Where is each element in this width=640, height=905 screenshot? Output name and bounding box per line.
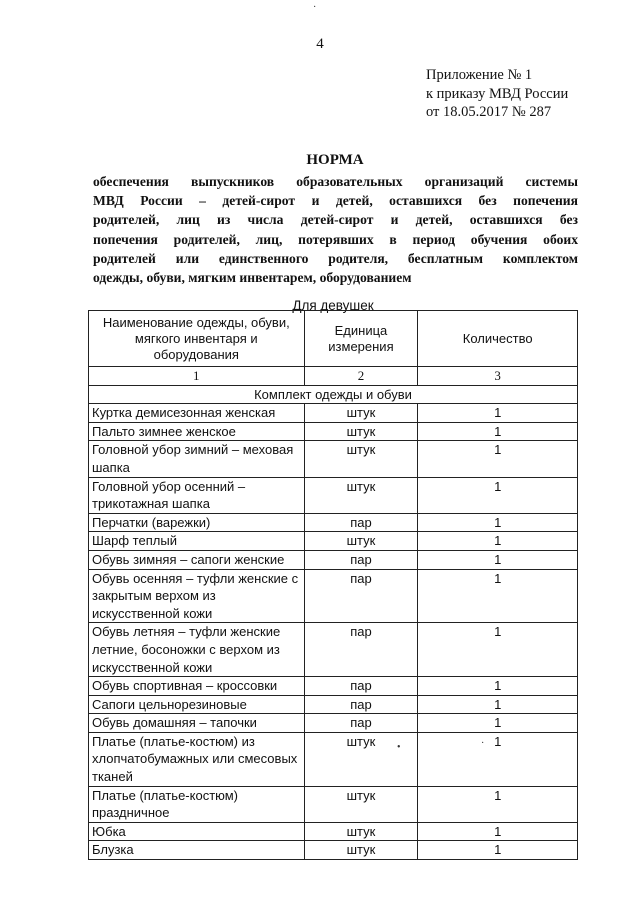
appendix-line-1: Приложение № 1 <box>426 67 533 83</box>
subtitle-line: МВД России – детей-сирот и детей, оставшихся без попечения <box>93 193 578 209</box>
item-unit: пар <box>304 513 418 532</box>
table-row <box>89 404 578 423</box>
header-item-name: Наименование одежды, обуви, мягкого инвентаря и оборудования <box>89 311 305 367</box>
table-row <box>89 714 578 733</box>
item-unit: штук <box>304 822 418 841</box>
item-quantity: 1 <box>418 513 578 532</box>
scan-speck: · <box>481 738 485 749</box>
item-quantity: 1 <box>418 732 578 786</box>
item-quantity: 1 <box>418 422 578 441</box>
table-row <box>89 786 578 822</box>
scan-speck: • <box>397 742 401 753</box>
item-quantity: 1 <box>418 822 578 841</box>
item-unit: штук <box>304 441 418 477</box>
subtitle-line: обеспечения выпускников образовательных организаций системы <box>93 174 578 189</box>
section-caption-girls: Для девушек <box>292 298 374 313</box>
item-name: Блузка <box>89 841 305 860</box>
item-unit: пар <box>304 550 418 569</box>
item-unit: пар <box>304 569 418 623</box>
item-quantity: 1 <box>418 441 578 477</box>
item-quantity: 1 <box>418 841 578 860</box>
item-name: Платье (платье-костюм) праздничное <box>89 786 305 822</box>
table-row <box>89 569 578 623</box>
table-row <box>89 841 578 860</box>
item-name: Платье (платье-костюм) из хлопчатобумажных или смесовых тканей <box>89 732 305 786</box>
item-unit: пар <box>304 623 418 677</box>
subtitle-line: одежды, обуви, мягким инвентарем, оборудованием <box>93 270 412 286</box>
table-row <box>89 477 578 513</box>
item-name: Юбка <box>89 822 305 841</box>
item-name: Обувь спортивная – кроссовки <box>89 677 305 696</box>
appendix-line-3: от 18.05.2017 № 287 <box>426 104 552 120</box>
appendix-line-2: к приказу МВД России <box>426 85 569 102</box>
item-unit: штук <box>304 422 418 441</box>
subtitle-line: родителей или единственного родителя, бесплатным комплектом <box>93 250 578 266</box>
item-name: Перчатки (варежки) <box>89 513 305 532</box>
norm-table <box>88 310 578 860</box>
appendix-reference <box>426 66 568 122</box>
item-quantity: 1 <box>418 714 578 733</box>
table-row <box>89 441 578 477</box>
scan-speck: · <box>313 2 317 13</box>
item-quantity: 1 <box>418 404 578 423</box>
item-name: Обувь домашняя – тапочки <box>89 714 305 733</box>
table-row <box>89 732 578 786</box>
item-name: Головной убор зимний – меховая шапка <box>89 441 305 477</box>
section-title: Комплект одежды и обуви <box>89 385 578 404</box>
header-quantity: Количество <box>418 311 578 367</box>
item-name: Обувь зимняя – сапоги женские <box>89 550 305 569</box>
table-row <box>89 677 578 696</box>
item-name: Сапоги цельнорезиновые <box>89 695 305 714</box>
item-quantity: 1 <box>418 695 578 714</box>
document-subtitle <box>93 172 578 287</box>
item-unit: пар <box>304 714 418 733</box>
column-number: 1 <box>89 367 305 386</box>
item-quantity: 1 <box>418 623 578 677</box>
item-quantity: 1 <box>418 677 578 696</box>
table-row <box>89 695 578 714</box>
table-row <box>89 422 578 441</box>
item-name: Шарф теплый <box>89 532 305 551</box>
item-quantity: 1 <box>418 532 578 551</box>
item-name: Головной убор осенний – трикотажная шапка <box>89 477 305 513</box>
subtitle-line: попечения родителей, лиц, потерявших в период обучения обоих <box>93 231 578 247</box>
table-row <box>89 513 578 532</box>
item-name: Обувь осенняя – туфли женские с закрытым верхом из искусственной кожи <box>89 569 305 623</box>
item-unit: штук <box>304 786 418 822</box>
column-number: 2 <box>304 367 418 386</box>
item-quantity: 1 <box>418 786 578 822</box>
item-unit: штук <box>304 477 418 513</box>
item-name: Пальто зимнее женское <box>89 422 305 441</box>
item-name: Обувь летняя – туфли женские летние, босоножки с верхом из искусственной кожи <box>89 623 305 677</box>
item-unit: штук <box>304 841 418 860</box>
item-unit: пар <box>304 695 418 714</box>
page-number: 4 <box>316 36 324 52</box>
item-unit: пар <box>304 677 418 696</box>
table-row <box>89 822 578 841</box>
item-unit: штук <box>304 404 418 423</box>
header-unit: Единица измерения <box>304 311 418 367</box>
item-name: Куртка демисезонная женская <box>89 404 305 423</box>
item-quantity: 1 <box>418 477 578 513</box>
item-quantity: 1 <box>418 569 578 623</box>
table-row <box>89 550 578 569</box>
item-quantity: 1 <box>418 550 578 569</box>
item-unit: штук <box>304 532 418 551</box>
table-row <box>89 532 578 551</box>
subtitle-line: родителей, лиц из числа детей-сирот и детей, оставшихся без <box>93 212 578 228</box>
table-row <box>89 623 578 677</box>
column-number: 3 <box>418 367 578 386</box>
document-heading: НОРМА <box>306 152 364 168</box>
item-unit: штук <box>304 732 418 786</box>
